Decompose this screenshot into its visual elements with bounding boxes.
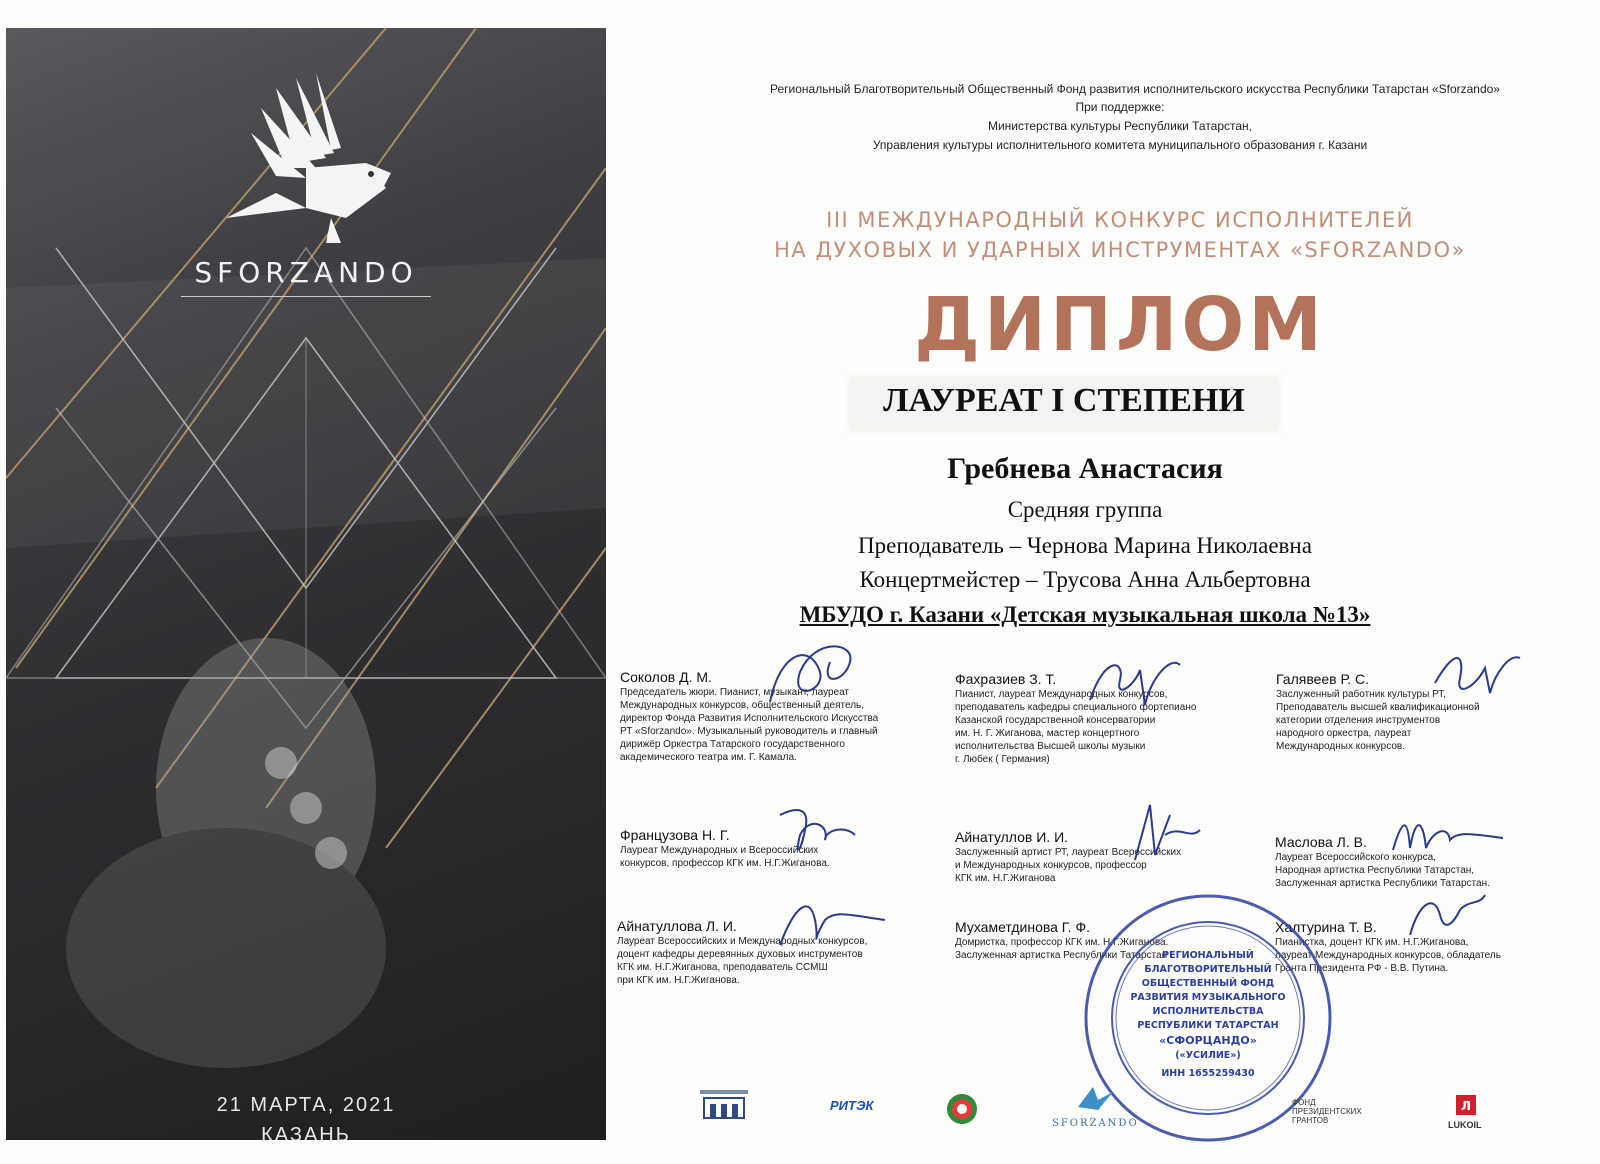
jury-desc-line: при КГК им. Н.Г.Жиганова. [617,975,740,986]
accompanist-line: Концертмейстер – Трусова Анна Альбертовна [859,567,1311,592]
cover-panel [6,28,606,1140]
jury-desc-line: Председатель жюри. Пианист, музыкант, лауреат [620,687,850,698]
bird-icon [166,68,436,248]
jury-desc-line: Международных конкурсов. [1276,741,1405,752]
jury-desc-line: и Международных конкурсов, профессор [955,860,1147,871]
jury-desc-line: Лауреат Всероссийских и Международных конкурсов, [617,936,868,947]
jury-desc-line: конкурсов, профессор КГК им. Н.Г.Жиганова. [620,858,830,869]
jury-desc-line: Казанской государственной консерватории [955,715,1156,726]
stamp-line: ИСПОЛНИТЕЛЬСТВА [1152,1006,1264,1017]
contest-title-line2: НА ДУХОВЫХ И УДАРНЫХ ИНСТРУМЕНТАХ «SFORZANDO» [774,238,1466,262]
event-date: 21 МАРТА, 2021 [216,1094,396,1116]
stamp-line: ИНН 1655259430 [1161,1068,1255,1079]
jury-desc-line: Заслуженный работник культуры РТ, [1276,689,1447,700]
sforzando-bird-icon [1068,1082,1118,1112]
jury-name: Айнатуллов И. И. [955,829,1069,845]
jury-name: Французова Н. Г. [620,827,730,843]
jury-desc-line: РТ «Sforzando». Музыкальный руководитель и главный [620,726,878,737]
jury-name: Халтурина Т. В. [1275,919,1377,935]
ministry-logo-icon [696,1088,752,1126]
support-label: При поддержке: [1075,100,1165,114]
lukoil-logo: LUKOIL [1448,1120,1482,1130]
sforzando-sponsor-name: SFORZANDO [1052,1118,1139,1129]
teacher-line: Преподаватель – Чернова Марина Николаевна [858,533,1312,558]
jury-desc-line: категории отделения инструментов [1276,715,1441,726]
stamp-line: РЕГИОНАЛЬНЫЙ [1162,950,1254,961]
award-title: ЛАУРЕАТ I СТЕПЕНИ [883,382,1245,419]
signature-aynatullov [1115,800,1205,870]
jury-name: Маслова Л. В. [1275,834,1367,850]
jury-desc-line: Заслуженный артист РТ, лауреат Всероссийских [955,847,1182,858]
brand-name: SFORZANDO [194,256,418,289]
stamp-line: «СФОРЦАНДО» [1159,1034,1257,1047]
presidential-grants-logo [1292,1098,1362,1125]
brand-underline [181,296,431,297]
school-name [640,602,1530,628]
school-name-text: МБУДО г. Казани «Детская музыкальная школа №13» [799,602,1371,627]
jury-desc-line: директор Фонда Развития Исполнительского Искусства [620,713,879,724]
grants-line: ГРАНТОВ [1292,1116,1329,1125]
jury-desc-line: Домристка, профессор КГК им. Н.Г.Жиганова. [955,937,1169,948]
jury-desc-line: дирижёр Оркестра Татарского государственного [620,739,845,750]
jury-desc-line: Преподаватель высшей квалификационной [1276,702,1480,713]
jury-name: Мухаметдинова Г. Ф. [955,919,1090,935]
jury-desc-line: лауреат Международных конкурсов, обладатель [1275,950,1501,961]
jury-desc-line: Народная артистка Республики Татарстан, [1275,865,1475,876]
jury-desc-line: преподаватель кафедры специального фортепиано [955,702,1197,713]
stamp-line: БЛАГОТВОРИТЕЛЬНЫЙ [1144,964,1272,975]
jury-name: Айнатуллова Л. И. [617,918,737,934]
jury-desc-line: Лауреат Всероссийского конкурса, [1275,852,1436,863]
event-city: КАЗАНЬ [261,1124,351,1140]
jury-desc-line: КГК им. Н.Г.Жиганова, преподаватель ССМШ [617,962,828,973]
stamp-line: РАЗВИТИЯ МУЗЫКАЛЬНОГО [1130,992,1286,1003]
grants-line: ПРЕЗИДЕНТСКИХ [1292,1107,1362,1116]
jury-desc-line: Заслуженная артистка Республики Татарстан. [1275,878,1490,889]
signature-galyaveev [1425,643,1525,713]
stamp-line: («УСИЛИЕ») [1175,1050,1241,1061]
grants-line: ФОНД [1292,1098,1316,1107]
jury-desc-line: Заслуженная артистка Республики Татарстан [955,950,1168,961]
jury-name: Галявеев Р. С. [1276,671,1369,687]
signature-fakhraziev [1080,645,1190,715]
stamp-line: ОБЩЕСТВЕННЫЙ ФОНД [1141,978,1275,989]
jury-desc-line: г. Любек ( Германия) [955,754,1050,765]
jury-desc-line: Международных конкурсов, общественный деятель, [620,700,865,711]
jury-name: Соколов Д. М. [620,669,712,685]
jury-desc-line: Пианист, лауреат Международных конкурсов, [955,689,1168,700]
jury-desc-line: им. Н. Г. Жиганова, мастер концертного [955,728,1140,739]
supporter-ministry: Министерства культуры Республики Татарстан, [987,119,1253,133]
jury-desc-line: Пианистка, доцент КГК им. Н.Г.Жиганова, [1275,937,1469,948]
jury-desc-line: исполнительства Высшей школы музыки [955,741,1146,752]
ritek-logo: РИТЭК [830,1098,874,1113]
signature-khalturina [1400,890,1490,950]
age-group: Средняя группа [1007,497,1163,522]
jury-desc-line: народного оркестра, лауреат [1276,728,1412,739]
svg-text:Л: Л [1461,1099,1471,1113]
signature-aynatullova [770,890,890,960]
signature-sokolov [760,632,870,722]
jury-desc-line: КГК им. Н.Г.Жиганова [955,873,1056,884]
jury-desc-line: академического театра им. Г. Камала. [620,752,797,763]
signature-maslova [1388,810,1508,860]
contest-title-line1: III МЕЖДУНАРОДНЫЙ КОНКУРС ИСПОЛНИТЕЛЕЙ [826,208,1414,232]
jury-member [955,828,1255,885]
recipient-name: Гребнева Анастасия [947,452,1223,485]
tatarstan-emblem-icon [945,1092,979,1126]
lukoil-drop-icon [1455,1094,1477,1116]
jury-desc-line: доцент кафедры деревянных духовых инструментов [617,949,863,960]
sforzando-logo [166,68,436,253]
supporter-city: Управления культуры исполнительного комитета муниципального образования г. Казани [872,138,1368,152]
signature-frantsuzova [770,795,860,865]
stamp-line: РЕСПУБЛИКИ ТАТАРСТАН [1137,1020,1279,1031]
organizer-line: Региональный Благотворительный Общественный Фонд развития исполнительского искусства Республики Татарстан «Sforzando» [770,82,1500,96]
jury-desc-line: Гранта Президента РФ - В.В. Путина. [1275,963,1449,974]
jury-desc-line: Лауреат Международных и Всероссийских [620,845,819,856]
jury-name: Фахразиев З. Т. [955,671,1057,687]
diploma-title: ДИПЛОМ [914,282,1326,368]
